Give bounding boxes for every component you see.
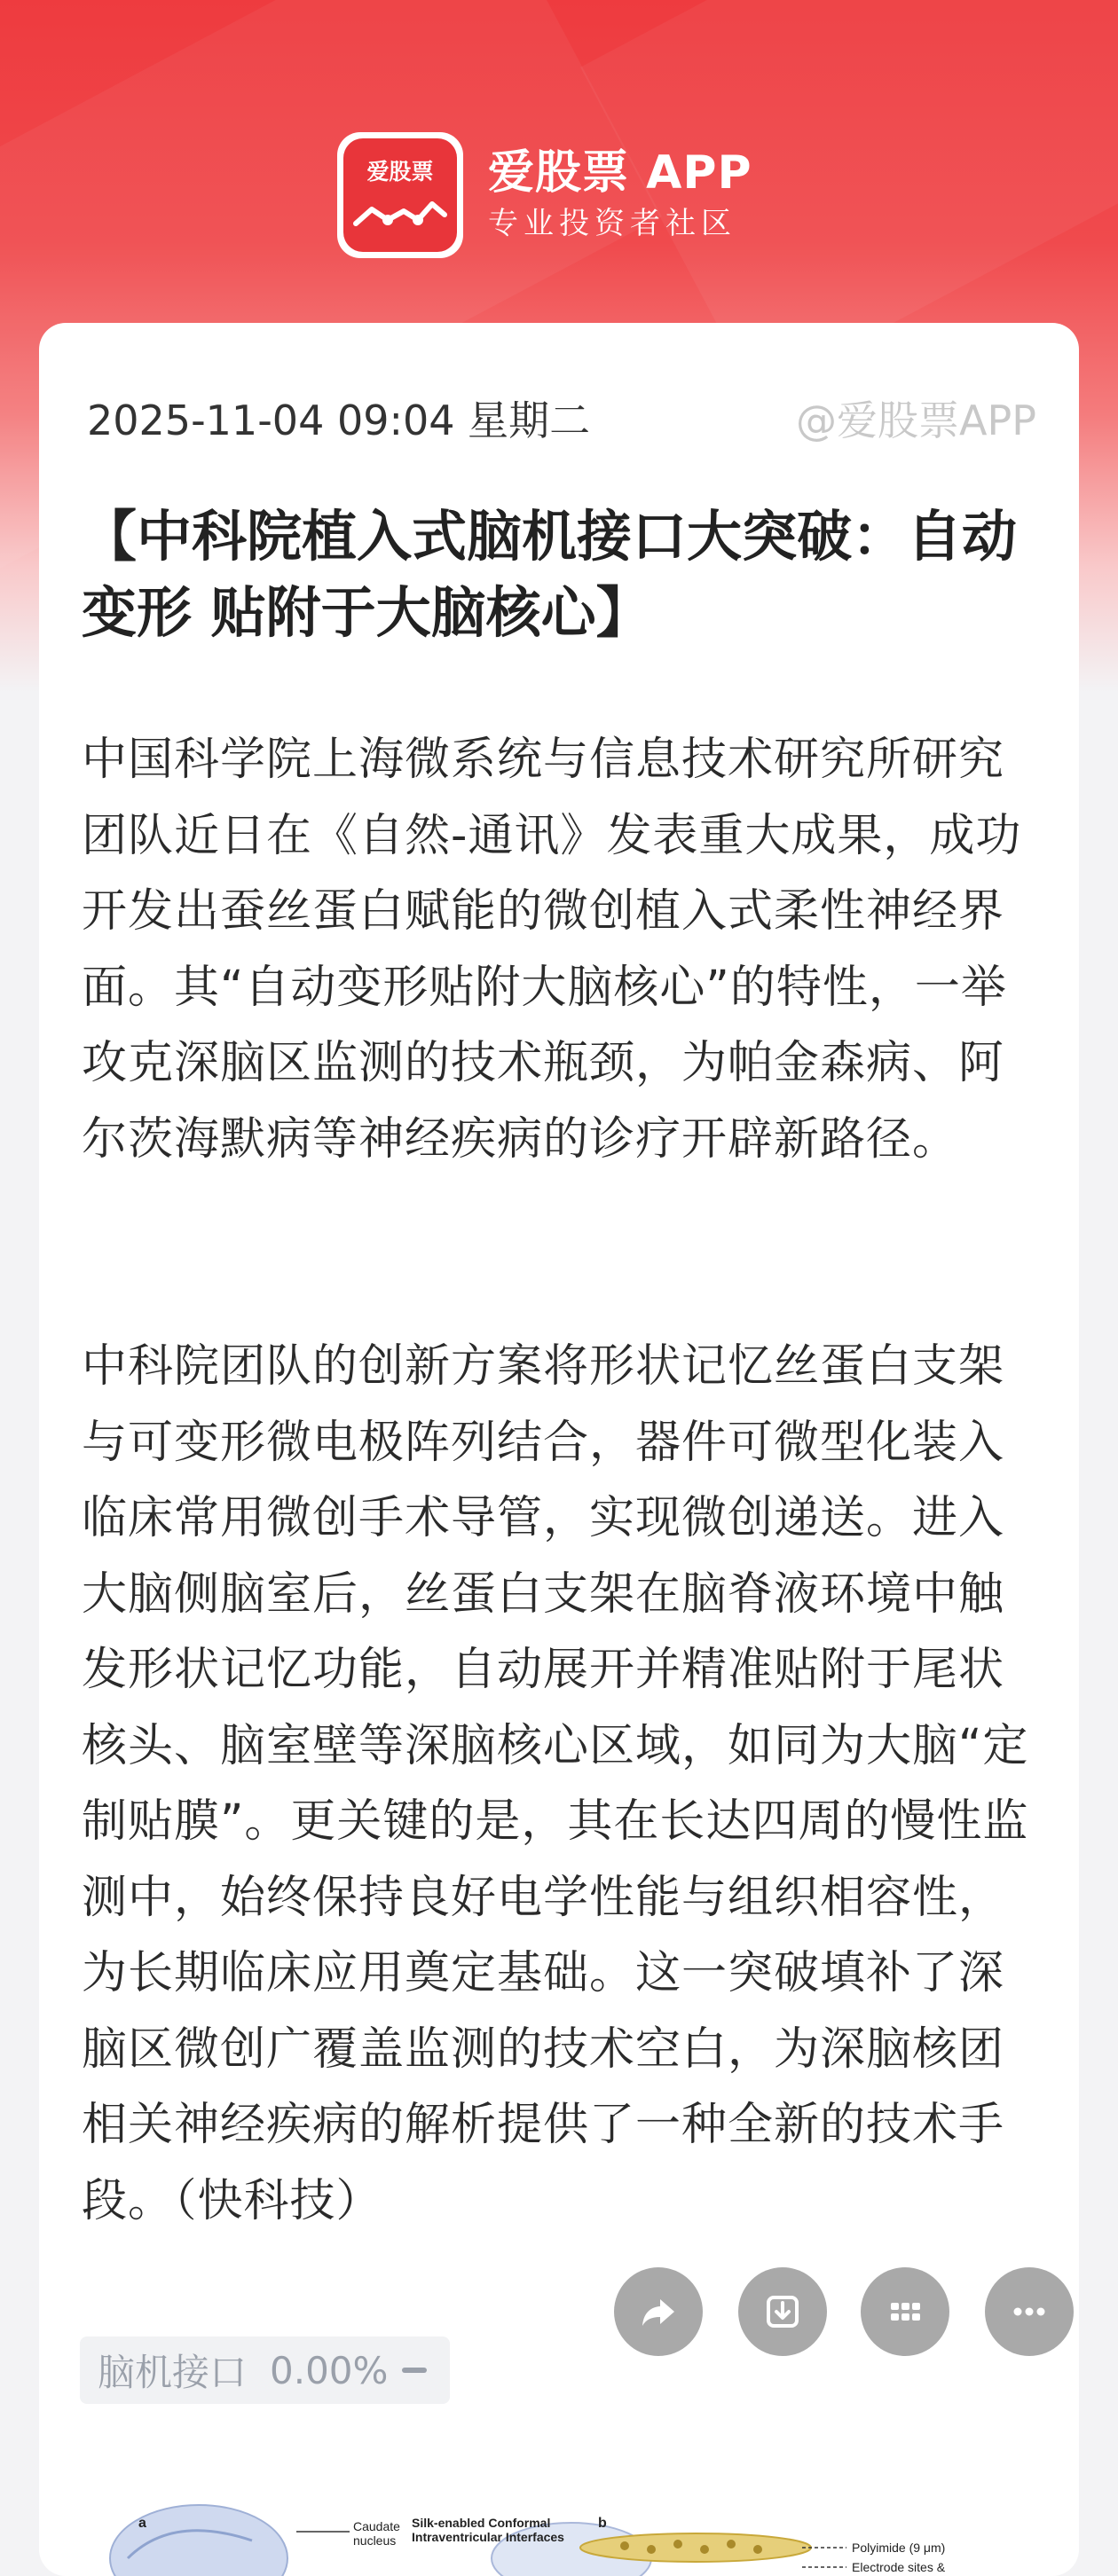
- article-source[interactable]: @爱股票APP: [796, 397, 1036, 444]
- share-icon: [637, 2290, 680, 2333]
- figure-panel-label: a: [138, 2516, 146, 2531]
- more-button[interactable]: [985, 2267, 1074, 2356]
- apps-button[interactable]: [861, 2267, 949, 2356]
- app-logo: [337, 132, 463, 258]
- article-title: 【中科院植入式脑机接口大突破：自动变形 贴附于大脑核心】: [82, 504, 1018, 645]
- article-body: [82, 722, 1040, 2239]
- article-figure[interactable]: [75, 2434, 1051, 2576]
- stock-tag-change: 0.00%: [270, 2348, 389, 2392]
- article-paragraph: 中科院团队的创新方案将形状记忆丝蛋白支架与可变形微电极阵列结合，器件可微型化装入临床常用微创手术导管，实现微创递送。进入大脑侧脑室后，丝蛋白支架在脑脊液环境中触发形状记忆功能，自动展开并精准贴附于尾状核头、脑室壁等深脑核心区域，如同为大脑“定制贴膜”。更关键的是，其在长达四周的慢性监测中，始终保持良好电学性能与组织相容性，为长期临床应用奠定基础。这一突破填补了深脑区微创广覆盖监测的技术空白，为深脑核团相关神经疾病的解析提供了一种全新的技术手段。（快科技）: [82, 1340, 1029, 2227]
- figure-illustration: [75, 2434, 1051, 2576]
- app-slogan: 专业投资者社区: [488, 206, 736, 241]
- app-name: 爱股票 APP: [488, 146, 752, 200]
- article-meta: [87, 394, 1036, 447]
- article-paragraph: 中国科学院上海微系统与信息技术研究所研究团队近日在《自然-通讯》发表重大成果，成功开发出蚕丝蛋白赋能的微创植入式柔性神经界面。其“自动变形贴附大脑核心”的特性，一举攻克深脑区监测的技术瓶颈，为帕金森病、阿尔茨海默病等神经疾病的诊疗开辟新路径。: [82, 734, 1022, 1166]
- floating-action-bar: [0, 2267, 1118, 2356]
- download-icon: [761, 2290, 804, 2333]
- flat-change-icon: [402, 2368, 427, 2373]
- stock-tag-name: 脑机接口: [98, 2351, 248, 2394]
- more-icon: [1008, 2290, 1051, 2333]
- share-button[interactable]: [614, 2267, 703, 2356]
- article-card: [39, 323, 1079, 2576]
- logo-text: 爱股票: [366, 159, 434, 185]
- save-button[interactable]: [738, 2267, 827, 2356]
- figure-caption: Polyimide (9 μm): [852, 2541, 946, 2555]
- figure-caption: Silk-enabled Conformal Intraventricular Interfaces: [412, 2516, 564, 2544]
- figure-panel-label: b: [598, 2516, 607, 2531]
- figure-caption: Caudate nucleus: [353, 2519, 400, 2548]
- article-datetime: 2025-11-04 09:04 星期二: [87, 397, 591, 444]
- figure-caption: Electrode sites &: [852, 2560, 946, 2574]
- grid-icon: [884, 2290, 926, 2333]
- stock-line-icon: [352, 193, 448, 232]
- app-brand: [337, 133, 781, 257]
